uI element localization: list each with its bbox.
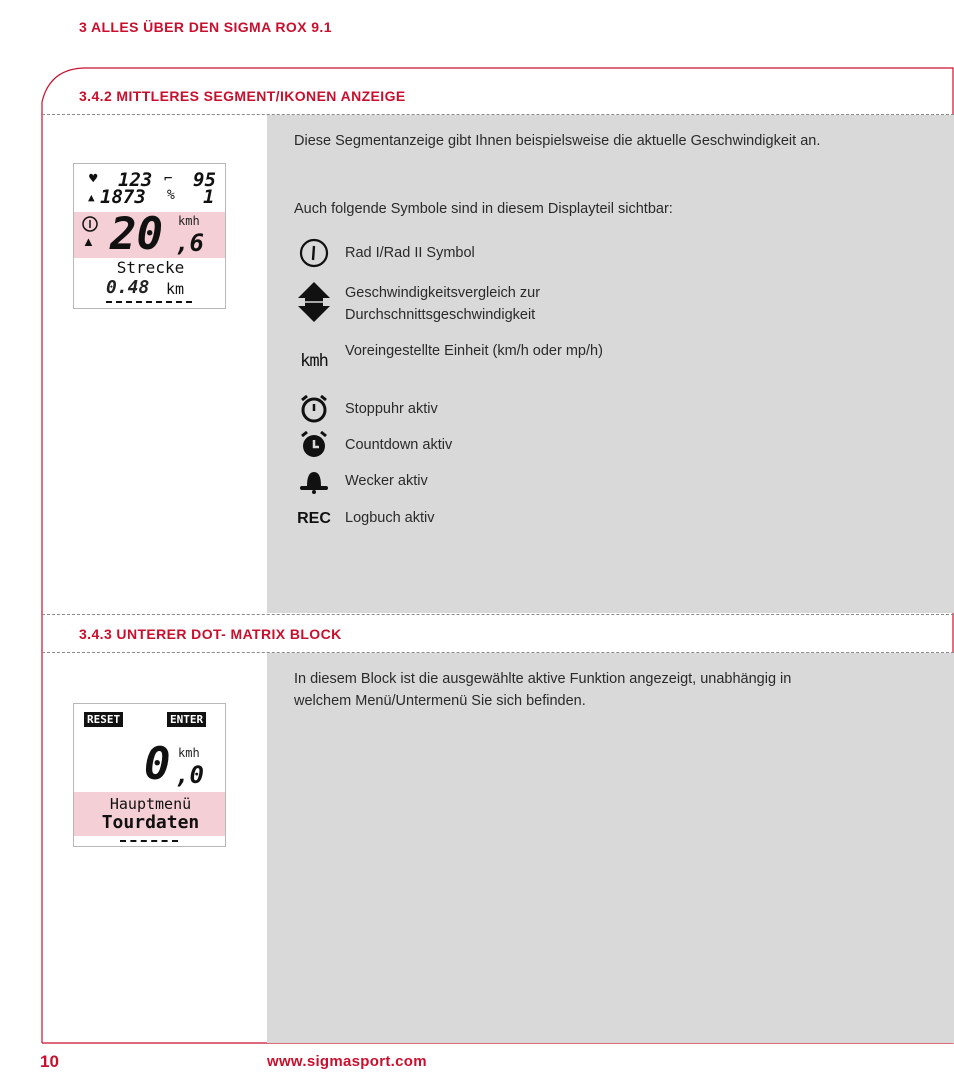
- lcd-submenu-label: Tourdaten: [101, 812, 200, 833]
- gradient-value: 1: [203, 186, 215, 208]
- symbol-label: Wecker aktiv: [345, 473, 428, 489]
- section-heading-dot-matrix: 3.4.3 UNTERER DOT- MATRIX BLOCK: [79, 626, 342, 642]
- symbol-row-speed-compare: [294, 282, 894, 328]
- cadence-icon: ⌐: [164, 171, 173, 187]
- device-display-2: [73, 703, 226, 847]
- kmh-unit-icon: kmh: [300, 351, 328, 371]
- intro-text: Diese Segmentanzeige gibt Ihnen beispielsweise die aktuelle Geschwindigkeit an.: [294, 133, 821, 149]
- lcd-function-value: 0.48: [106, 277, 150, 298]
- divider: [42, 614, 954, 615]
- lcd-function-label: Strecke: [116, 258, 185, 277]
- symbol-row-countdown: [294, 430, 894, 460]
- symbol-label: Voreingestellte Einheit (km/h oder mp/h): [345, 343, 603, 359]
- lcd-function-unit: km: [166, 280, 185, 298]
- section-heading-middle-segment: 3.4.2 MITTLERES SEGMENT/IKONEN ANZEIGE: [79, 88, 406, 104]
- altitude-icon: ▲: [88, 191, 95, 204]
- heart-icon: ♥: [89, 171, 98, 187]
- speed-decimal: ,0: [175, 761, 204, 789]
- cadence-value: 95: [193, 169, 216, 191]
- speed-value: 20: [110, 209, 163, 260]
- lcd-page-indicator: [106, 301, 192, 303]
- symbol-row-wheel: [294, 238, 894, 268]
- lcd-page-indicator: [120, 840, 178, 842]
- speed-value: 0: [144, 739, 171, 790]
- speed-compare-icon: [294, 282, 334, 322]
- symbol-label: Logbuch aktiv: [345, 510, 435, 526]
- symbol-label: Geschwindigkeitsvergleich zur Durchschnittsgeschwindigkeit: [345, 285, 541, 323]
- heart-rate-value: 123: [118, 169, 153, 191]
- wheel-icon: [81, 215, 99, 233]
- symbol-label: Stoppuhr aktiv: [345, 401, 438, 417]
- alarm-bell-icon: [294, 466, 334, 496]
- symbol-label: Rad I/Rad II Symbol: [345, 245, 475, 261]
- chapter-title: 3 ALLES ÜBER DEN SIGMA ROX 9.1: [79, 19, 332, 35]
- gradient-icon: %: [167, 188, 175, 203]
- wheel-icon: [294, 238, 334, 268]
- device-display-1: [73, 163, 226, 309]
- reset-button-label: RESET: [84, 712, 123, 727]
- symbol-row-stopwatch: [294, 394, 894, 424]
- symbol-label: Countdown aktiv: [345, 437, 453, 453]
- speed-unit: kmh: [178, 214, 200, 228]
- lcd-menu-label: Hauptmenü: [109, 795, 192, 813]
- symbol-row-unit: [294, 340, 894, 386]
- lcd-menu-band: [74, 792, 226, 836]
- altitude-value: 1873: [100, 186, 146, 208]
- page-number: 10: [40, 1052, 59, 1071]
- countdown-icon: [294, 430, 334, 460]
- enter-button-label: ENTER: [167, 712, 206, 727]
- speed-unit: kmh: [178, 746, 200, 760]
- lcd-speed-band: [74, 209, 226, 260]
- dot-matrix-text: In diesem Block ist die ausgewählte aktive Funktion angezeigt, unabhängig in welchem Menü/Untermenü Sie sich befinden.: [294, 671, 792, 709]
- stopwatch-icon: [294, 394, 334, 424]
- speed-compare-up-icon: ▲: [82, 234, 95, 249]
- speed-decimal: ,6: [175, 229, 204, 257]
- rec-icon: REC: [297, 510, 331, 527]
- symbols-intro-text: Auch folgende Symbole sind in diesem Displayteil sichtbar:: [294, 201, 673, 217]
- symbol-row-rec: [294, 504, 894, 534]
- footer-url[interactable]: www.sigmasport.com: [267, 1053, 427, 1070]
- symbol-row-alarm: [294, 466, 894, 496]
